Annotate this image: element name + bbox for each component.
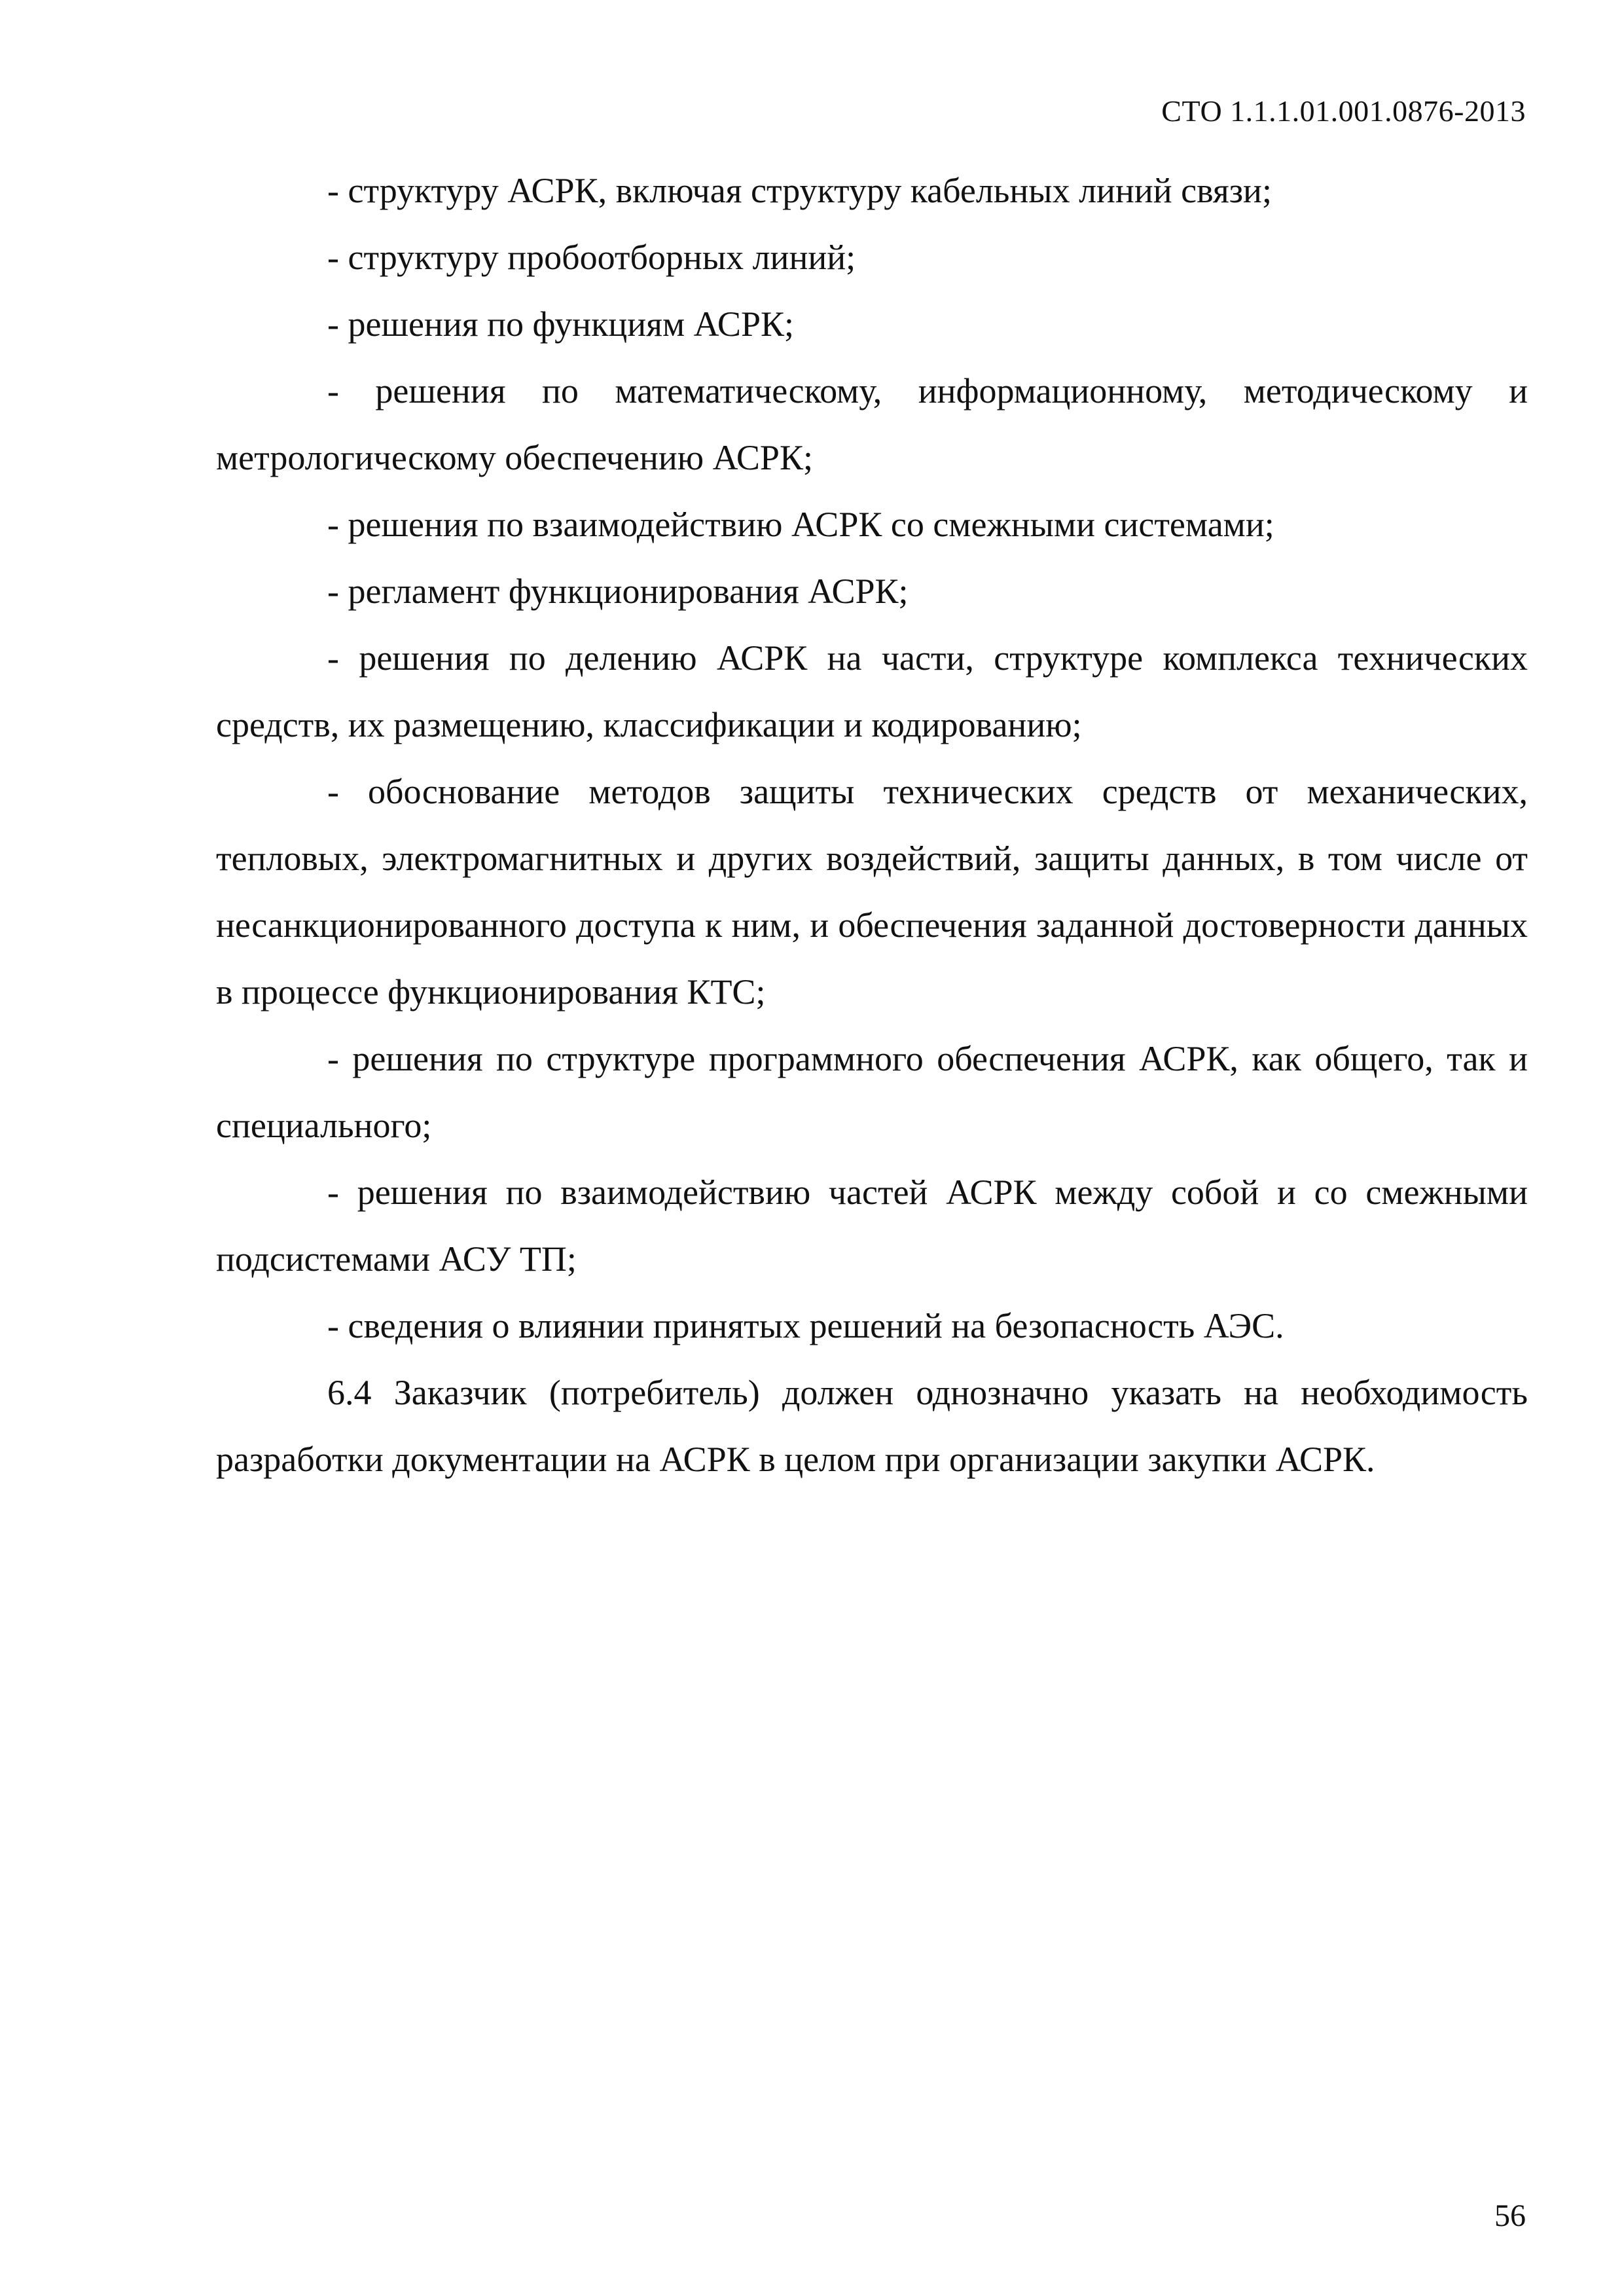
list-item: - решения по делению АСРК на части, структуре комплекса технических средств, их размещению, классификации и кодированию; <box>216 638 1528 744</box>
section-paragraph-6-4: 6.4 Заказчик (потребитель) должен однозначно указать на необходимость разработки документации на АСРК в целом при организации закупки АСРК. <box>216 1373 1528 1479</box>
document-code-header: СТО 1.1.1.01.001.0876-2013 <box>1161 94 1526 128</box>
list-item: - структуру пробоотборных линий; <box>327 238 856 277</box>
body-text <box>216 157 1528 1493</box>
list-item: - регламент функционирования АСРК; <box>327 572 909 611</box>
list-item: - решения по взаимодействию АСРК со смежными системами; <box>327 505 1274 544</box>
list-item: - структуру АСРК, включая структуру кабельных линий связи; <box>327 171 1272 210</box>
list-item: - сведения о влиянии принятых решений на безопасность АЭС. <box>327 1306 1284 1345</box>
list-item: - решения по структуре программного обеспечения АСРК, как общего, так и специального; <box>216 1039 1528 1145</box>
page-number: 56 <box>1494 2198 1526 2233</box>
list-item: - обоснование методов защиты технических средств от механических, тепловых, электромагнитных и других воздействий, защиты данных, в том числе от несанкционированного доступа к ним, и обеспечения заданной достоверности данных в процессе функционирования КТС; <box>216 772 1528 1011</box>
list-item: - решения по математическому, информационному, методическому и метрологическому обеспечению АСРК; <box>216 371 1528 477</box>
list-item: - решения по взаимодействию частей АСРК между собой и со смежными подсистемами АСУ ТП; <box>216 1173 1528 1279</box>
list-item: - решения по функциям АСРК; <box>327 304 794 344</box>
